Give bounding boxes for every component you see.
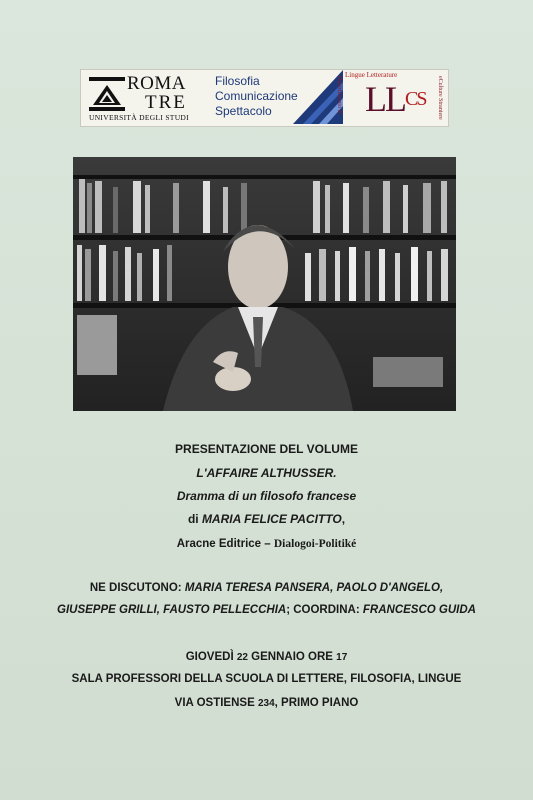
coordinator-label: ; COORDINA: <box>286 604 363 616</box>
llcs-monogram <box>365 79 425 119</box>
roma-tre-logo <box>87 73 205 123</box>
date-hour: 17 <box>336 652 348 663</box>
llcs-side-right: eCulture Straniere <box>437 76 443 120</box>
university-word: UNIVERSITÀ DEGLI STUDI <box>89 113 189 122</box>
author-name: MARIA FELICE PACITTO <box>201 512 342 526</box>
publisher-name: Aracne Editrice <box>176 538 262 550</box>
date-line <box>0 651 533 663</box>
dept-line-3: Spettacolo <box>215 104 272 118</box>
speakers-label: NE DISCUTONO: <box>89 582 185 594</box>
date-month: GENNAIO ORE <box>247 651 337 663</box>
publisher-line <box>0 538 533 550</box>
dept-line-2: Comunicazione <box>215 89 298 103</box>
author-line <box>0 512 533 526</box>
roma-tre-emblem-icon <box>89 77 125 111</box>
llcs-logo <box>336 70 447 124</box>
speakers-names-2: GIUSEPPE GRILLI, FAUSTO PELLECCHIA <box>57 604 287 616</box>
portrait-photo <box>73 157 456 411</box>
tre-word: TRE <box>145 92 187 113</box>
venue-line: SALA PROFESSORI DELLA SCUOLA DI LETTERE, FILOSOFIA, LINGUE <box>71 673 462 685</box>
speakers-line-2 <box>0 604 533 616</box>
publisher-series: Dialogoi-Politiké <box>273 538 357 550</box>
speakers-names-1: MARIA TERESA PANSERA, PAOLO D'ANGELO, <box>184 582 444 594</box>
llcs-letters: LL <box>365 79 405 119</box>
author-suffix: , <box>341 512 346 526</box>
publisher-dash: – <box>261 538 274 550</box>
address-line <box>0 697 533 709</box>
speakers-line-1 <box>0 582 533 594</box>
llcs-top-text: Lingue Letterature <box>345 71 398 79</box>
coordinator-name: FRANCESCO GUIDA <box>362 604 476 616</box>
author-prefix: di <box>187 512 202 526</box>
book-title: L'AFFAIRE ALTHUSSER. <box>196 466 337 480</box>
address-number: 234 <box>257 698 275 709</box>
event-heading: PRESENTAZIONE DEL VOLUME <box>175 442 358 456</box>
roma-word: ROMA <box>127 73 187 94</box>
logo-banner <box>80 69 449 127</box>
dept-line-1: Filosofia <box>215 74 260 88</box>
llcs-sub: CS <box>404 88 426 110</box>
address-street: VIA OSTIENSE <box>174 697 258 709</box>
book-subtitle: Dramma di un filosofo francese <box>176 489 357 503</box>
date-number: 22 <box>236 652 248 663</box>
address-floor: , PRIMO PIANO <box>274 697 359 709</box>
date-day: GIOVEDÌ <box>185 651 237 663</box>
llcs-side-left: Dipartimento di <box>336 76 342 115</box>
